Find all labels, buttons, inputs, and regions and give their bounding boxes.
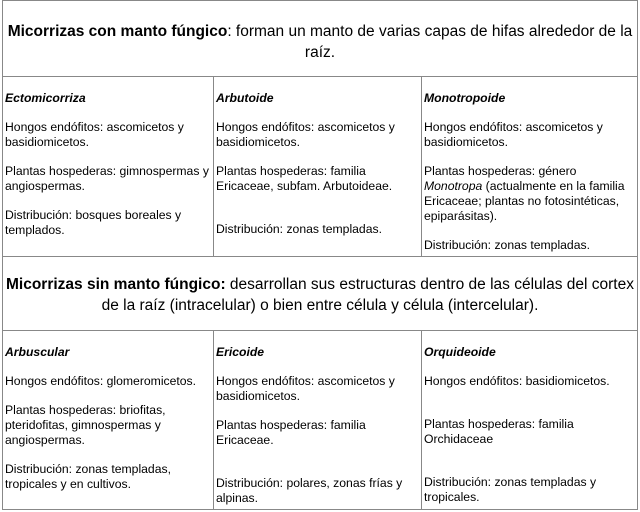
hosts-text: Plantas hospederas: familia Ericaceae, subfam. Arbutoideae. bbox=[216, 164, 393, 193]
distribution-text: Distribución: zonas templadas. bbox=[216, 222, 382, 236]
type-title: Ectomicorriza bbox=[5, 91, 86, 105]
fungi-text: Hongos endófitos: basidiomicetos. bbox=[424, 374, 610, 388]
hosts-post: (actualmente en la familia Ericaceae; plantas no fotosintéticas, epiparásitas). bbox=[424, 179, 625, 223]
type-cell-ectomicorriza bbox=[3, 77, 213, 256]
hosts-text: Plantas hospederas: familia Orchidaceae bbox=[424, 417, 574, 446]
type-cell-monotropoide bbox=[421, 77, 637, 256]
type-cell-arbuscular bbox=[3, 331, 213, 510]
distribution-text: Distribución: bosques boreales y templados. bbox=[5, 208, 182, 237]
mycorrhiza-table bbox=[2, 0, 638, 510]
type-title: Monotropoide bbox=[424, 91, 506, 105]
type-title: Orquideoide bbox=[424, 345, 496, 359]
section-title-bold: Micorrizas con manto fúngico bbox=[7, 23, 228, 40]
type-cell-arbutoide bbox=[213, 77, 421, 256]
distribution-text: Distribución: zonas templadas, tropicales y en cultivos. bbox=[5, 462, 171, 491]
table-row bbox=[3, 76, 637, 256]
fungi-text: Hongos endófitos: ascomicetos y basidiomicetos. bbox=[216, 374, 395, 403]
type-title: Arbuscular bbox=[5, 345, 70, 359]
hosts-text: Plantas hospederas: gimnospermas y angiospermas. bbox=[5, 164, 209, 193]
table-row bbox=[3, 330, 637, 510]
type-title: Ericoide bbox=[216, 345, 265, 359]
hosts-text: Plantas hospederas: familia Ericaceae. bbox=[216, 418, 366, 447]
hosts-genus: Monotropa bbox=[424, 179, 483, 193]
hosts-pre: Plantas hospederas: género bbox=[424, 164, 577, 178]
hosts-text bbox=[424, 164, 637, 224]
distribution-text: Distribución: zonas templadas. bbox=[424, 238, 590, 252]
section-header-with-mantle bbox=[3, 0, 637, 76]
section-title-rest: : forman un manto de varias capas de hifas alrededor de la raíz. bbox=[227, 23, 633, 61]
section-header-without-mantle bbox=[3, 256, 637, 332]
fungi-text: Hongos endófitos: ascomicetos y basidiomicetos. bbox=[424, 120, 603, 149]
type-title: Arbutoide bbox=[216, 91, 274, 105]
fungi-text: Hongos endófitos: ascomicetos y basidiomicetos. bbox=[5, 120, 184, 149]
fungi-text: Hongos endófitos: ascomicetos y basidiomicetos. bbox=[216, 120, 395, 149]
section-title-bold: Micorrizas sin manto fúngico: bbox=[6, 276, 226, 293]
distribution-text: Distribución: zonas templadas y tropicales. bbox=[424, 475, 597, 504]
type-cell-ericoide bbox=[213, 331, 421, 510]
distribution-text: Distribución: polares, zonas frías y alpinas. bbox=[216, 476, 403, 505]
type-cell-orquideoide bbox=[421, 331, 637, 510]
fungi-text: Hongos endófitos: glomeromicetos. bbox=[5, 374, 197, 388]
section-title-rest: desarrollan sus estructuras dentro de las células del cortex de la raíz (intracelular) o bien entre célula y célula (intercelular). bbox=[101, 276, 634, 314]
hosts-text: Plantas hospederas: briofitas, pteridofitas, gimnospermas y angiospermas. bbox=[5, 403, 166, 447]
